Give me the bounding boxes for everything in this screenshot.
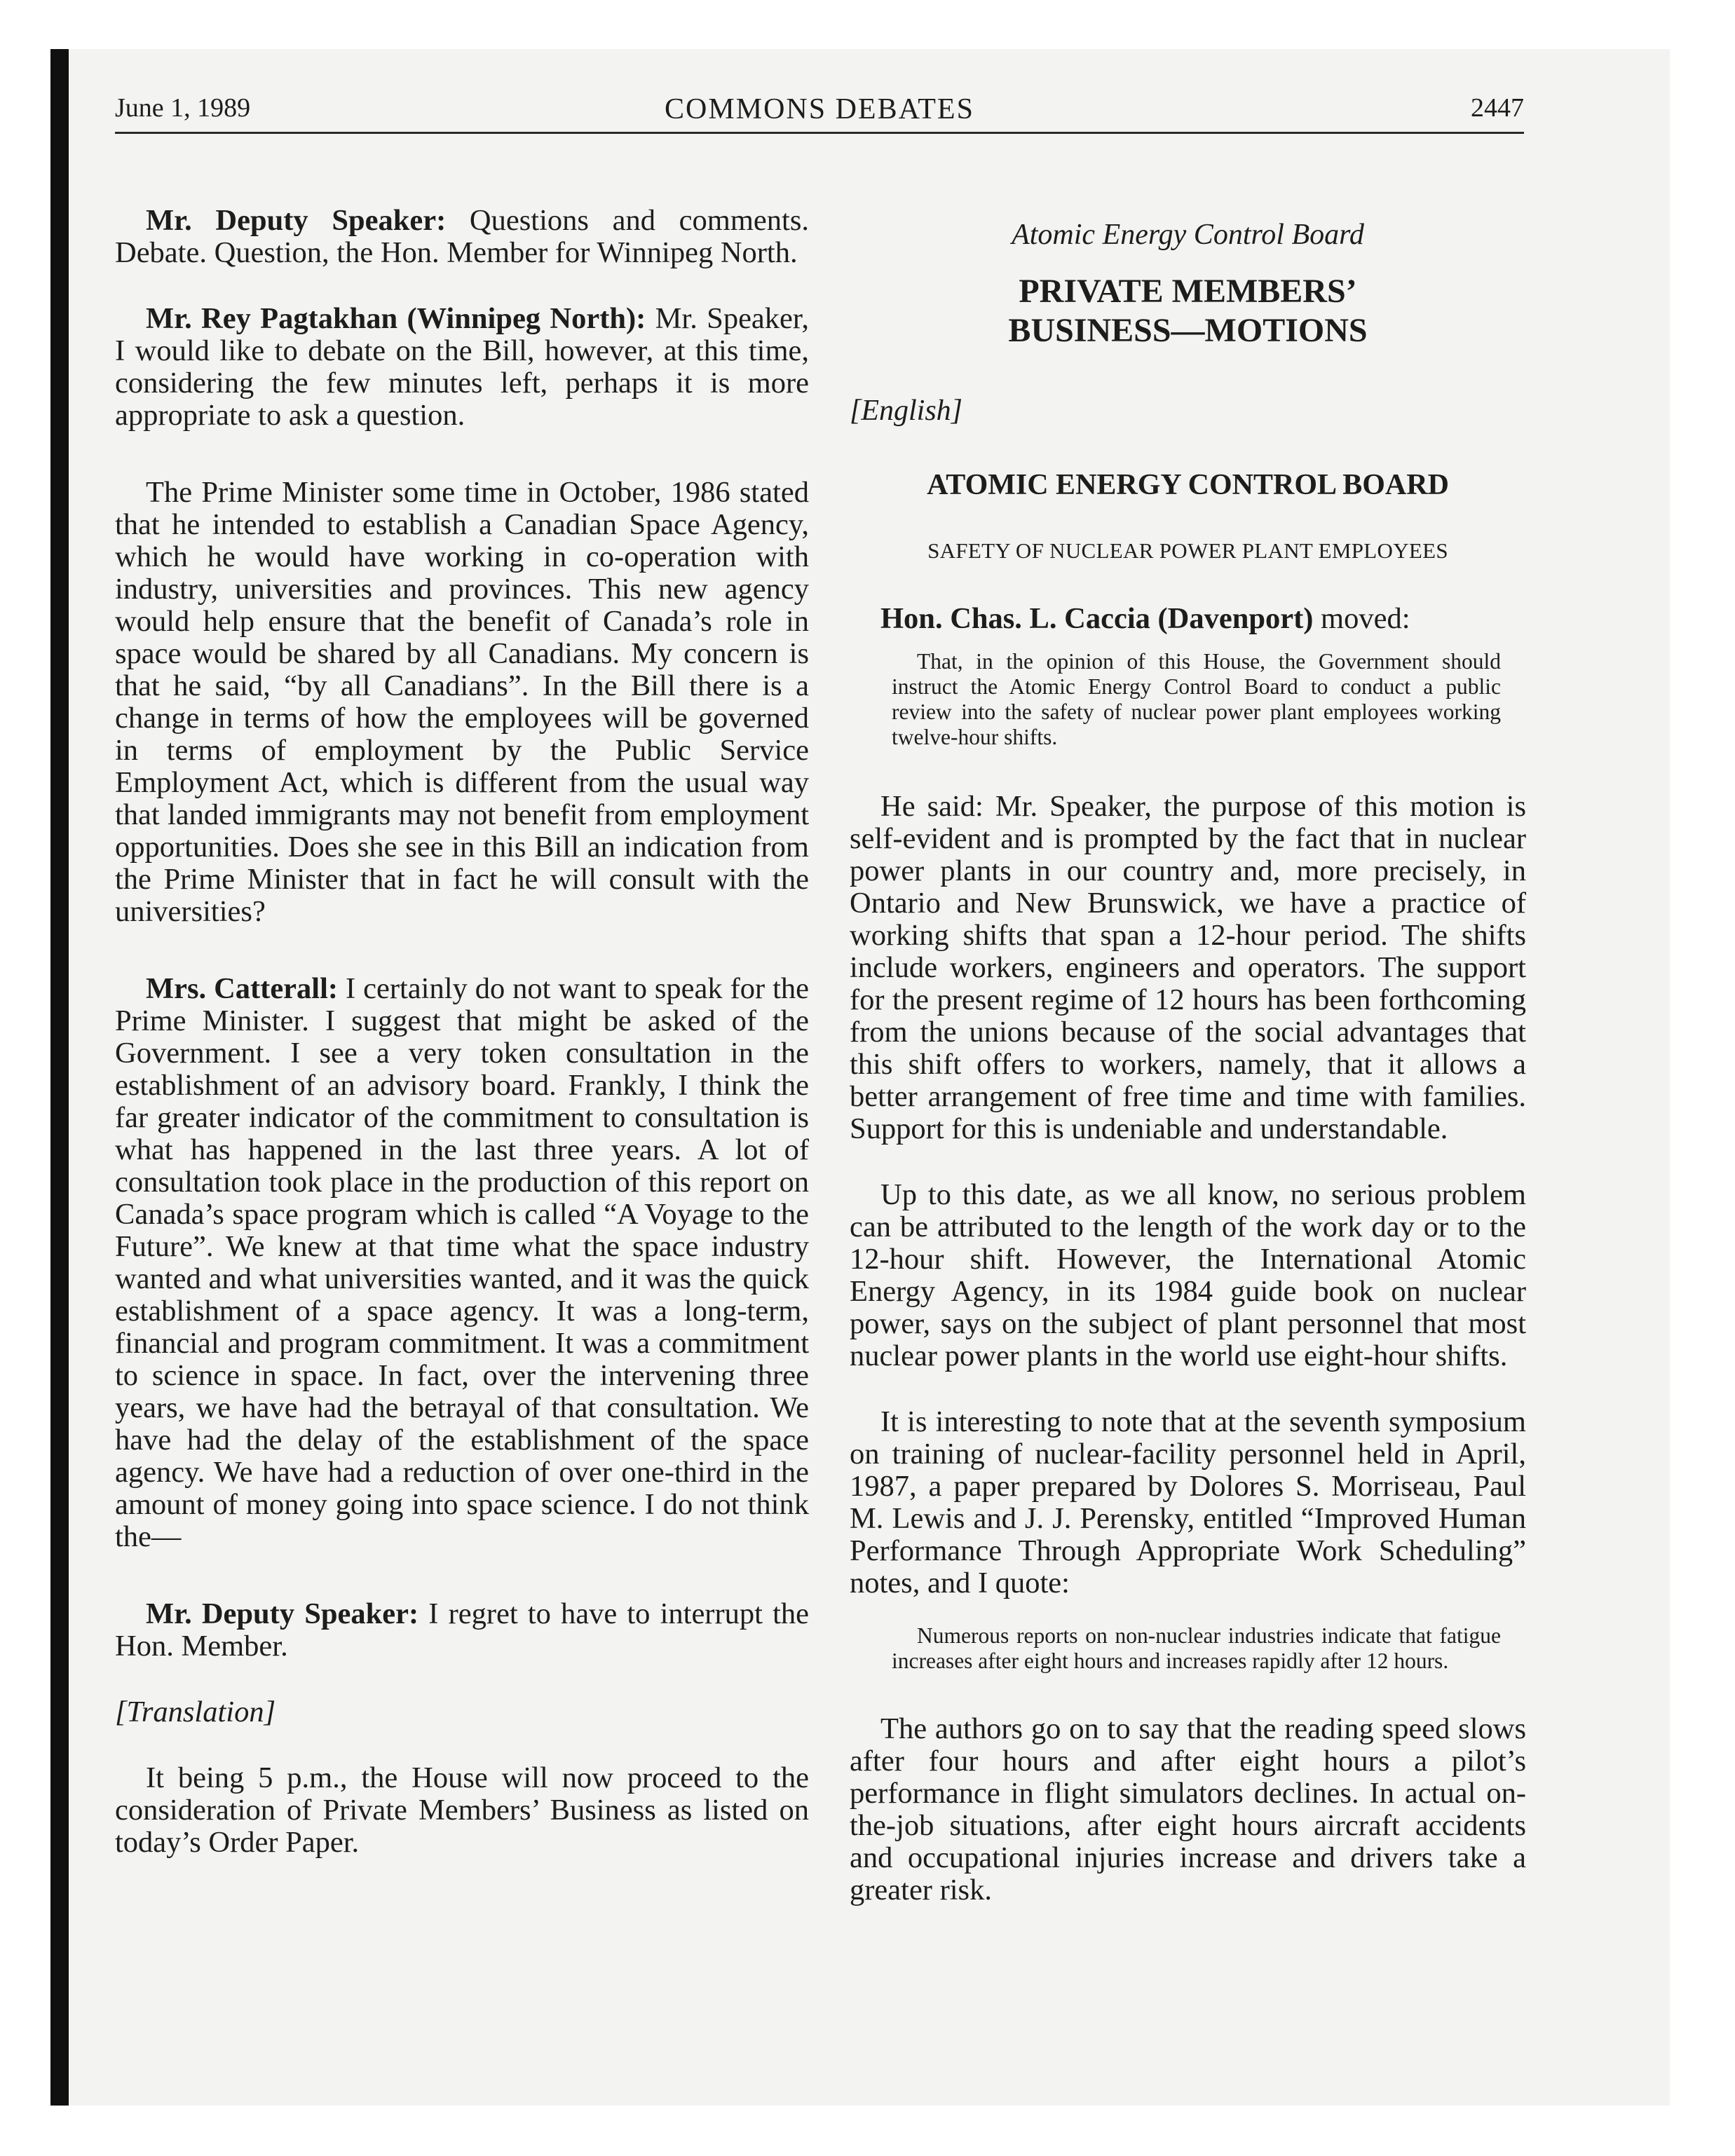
header-page-number: 2447	[1471, 93, 1524, 123]
english-tag: [English]	[850, 395, 963, 427]
paragraph-mover	[850, 603, 1526, 635]
paragraph-text: Mr. Speaker, I would like to debate on the Bill, however, at this time, considering the few minutes left, perhaps it is more appropriate to ask a question.	[115, 302, 809, 432]
page-header	[115, 90, 1524, 134]
paragraph-symposium: It is interesting to note that at the seventh symposium on training of nuclear-facility personnel held in April, 1987, a paper prepared by Dolores S. Morriseau, Paul M. Lewis and J. J. Perensky, entitled “Improved Human Performance Through Appropriate Work Scheduling” notes, and I quote:	[850, 1405, 1526, 1599]
subheading-safety: SAFETY OF NUCLEAR POWER PLANT EMPLOYEES	[927, 538, 1448, 563]
paragraph-purpose: He said: Mr. Speaker, the purpose of this motion is self-evident and is prompted by the fact that in nuclear power plants in our country and, more precisely, in Ontario and New Brunswick, we have a practice of working shifts that span a 12-hour period. The shifts include workers, engineers and operators. The support for the present regime of 12 hours has been forthcoming from the unions because of the social advantages that this shift offers to workers, namely, that it allows a better arrangement of free time and time with families. Support for this is undeniable and understandable.	[850, 790, 1526, 1145]
speaker-name: Hon. Chas. L. Caccia (Davenport)	[880, 602, 1314, 635]
running-head: Atomic Energy Control Board	[1012, 219, 1364, 251]
header-publication: COMMONS DEBATES	[665, 93, 974, 125]
paragraph-text: I regret to have to interrupt the Hon. Member.	[115, 1597, 809, 1663]
speaker-name: Mrs. Catterall:	[146, 972, 339, 1005]
block-quote-fatigue: Numerous reports on non-nuclear industries indicate that fatigue increases after eight hours and increases rapidly after 12 hours.	[892, 1623, 1501, 1673]
speaker-name: Mr. Deputy Speaker:	[146, 204, 447, 237]
paragraph-text: moved:	[1313, 602, 1410, 635]
motion-text: That, in the opinion of this House, the Government should instruct the Atomic Energy Control Board to conduct a public review into the safety of nuclear power plant employees working twelve-hour shifts.	[892, 649, 1501, 749]
paragraph-iaea: Up to this date, as we all know, no serious problem can be attributed to the length of the work day or to the 12-hour shift. However, the International Atomic Energy Agency, in its 1984 guide book on nuclear power, says on the subject of plant personnel that most nuclear power plants in the world use eight-hour shifts.	[850, 1178, 1526, 1372]
binding-edge	[50, 49, 69, 2106]
paragraph-deputy-speaker-2	[115, 1598, 809, 1663]
left-column	[115, 175, 809, 1859]
heading-atomic-energy: ATOMIC ENERGY CONTROL BOARD	[927, 469, 1449, 501]
right-column	[850, 175, 1526, 1906]
paragraph-pagtakhan	[115, 303, 809, 432]
paragraph-text: I certainly do not want to speak for the Prime Minister. I suggest that might be asked of the Government. I see a very token consultation in the establishment of an advisory board. Frankly, I think the far greater indicator of the commitment to consultation is what has happened in the last three years. A lot of consultation took place in the production of this report on Canada’s space program which is called “A Voyage to the Future”. We knew at that time what the space industry wanted and what universities wanted, and it was the quick establishment of a space agency. It was a long-term, financial and program commitment. It was a commitment to science in space. In fact, over the intervening three years, we have had the betrayal of that consultation. We have had the delay of the establishment of the space agency. We have had a reduction of over one-third in the amount of money going into space science. I do not think the—	[115, 972, 810, 1553]
paragraph-deputy-speaker-1	[115, 205, 809, 269]
section-title-line-2: BUSINESS—MOTIONS	[1008, 312, 1368, 349]
paragraph-authors: The authors go on to say that the reading speed slows after four hours and after eight hours a pilot’s performance in flight simulators declines. In actual on-the-job situations, after eight hours aircraft accidents and occupational injuries increase and drivers take a greater risk.	[850, 1712, 1526, 1906]
paragraph-catterall	[115, 973, 809, 1553]
paragraph-text: Questions and comments. Debate. Question, the Hon. Member for Winnipeg North.	[115, 204, 809, 269]
paragraph-private-members: It being 5 p.m., the House will now proceed to the consideration of Private Members’ Business as listed on today’s Order Paper.	[115, 1761, 809, 1859]
translation-tag: [Translation]	[115, 1696, 276, 1728]
speaker-name: Mr. Rey Pagtakhan (Winnipeg North):	[146, 302, 646, 335]
section-title	[850, 272, 1526, 350]
speaker-name: Mr. Deputy Speaker:	[146, 1597, 419, 1630]
section-title-line-1: PRIVATE MEMBERS’	[1019, 273, 1357, 310]
header-date: June 1, 1989	[115, 93, 251, 123]
paragraph-space-agency: The Prime Minister some time in October, 1986 stated that he intended to establish a Canadian Space Agency, which he would have working in co-operation with industry, universities and provinces. This new agency would help ensure that the benefit of Canada’s role in space would be shared by all Canadians. My concern is that he said, “by all Canadians”. In the Bill there is a change in terms of how the employees will be governed in terms of employment by the Public Service Employment Act, which is different from the usual way that landed immigrants may not benefit from employment opportunities. Does she see in this Bill an indication from the Prime Minister that in fact he will consult with the universities?	[115, 476, 809, 928]
